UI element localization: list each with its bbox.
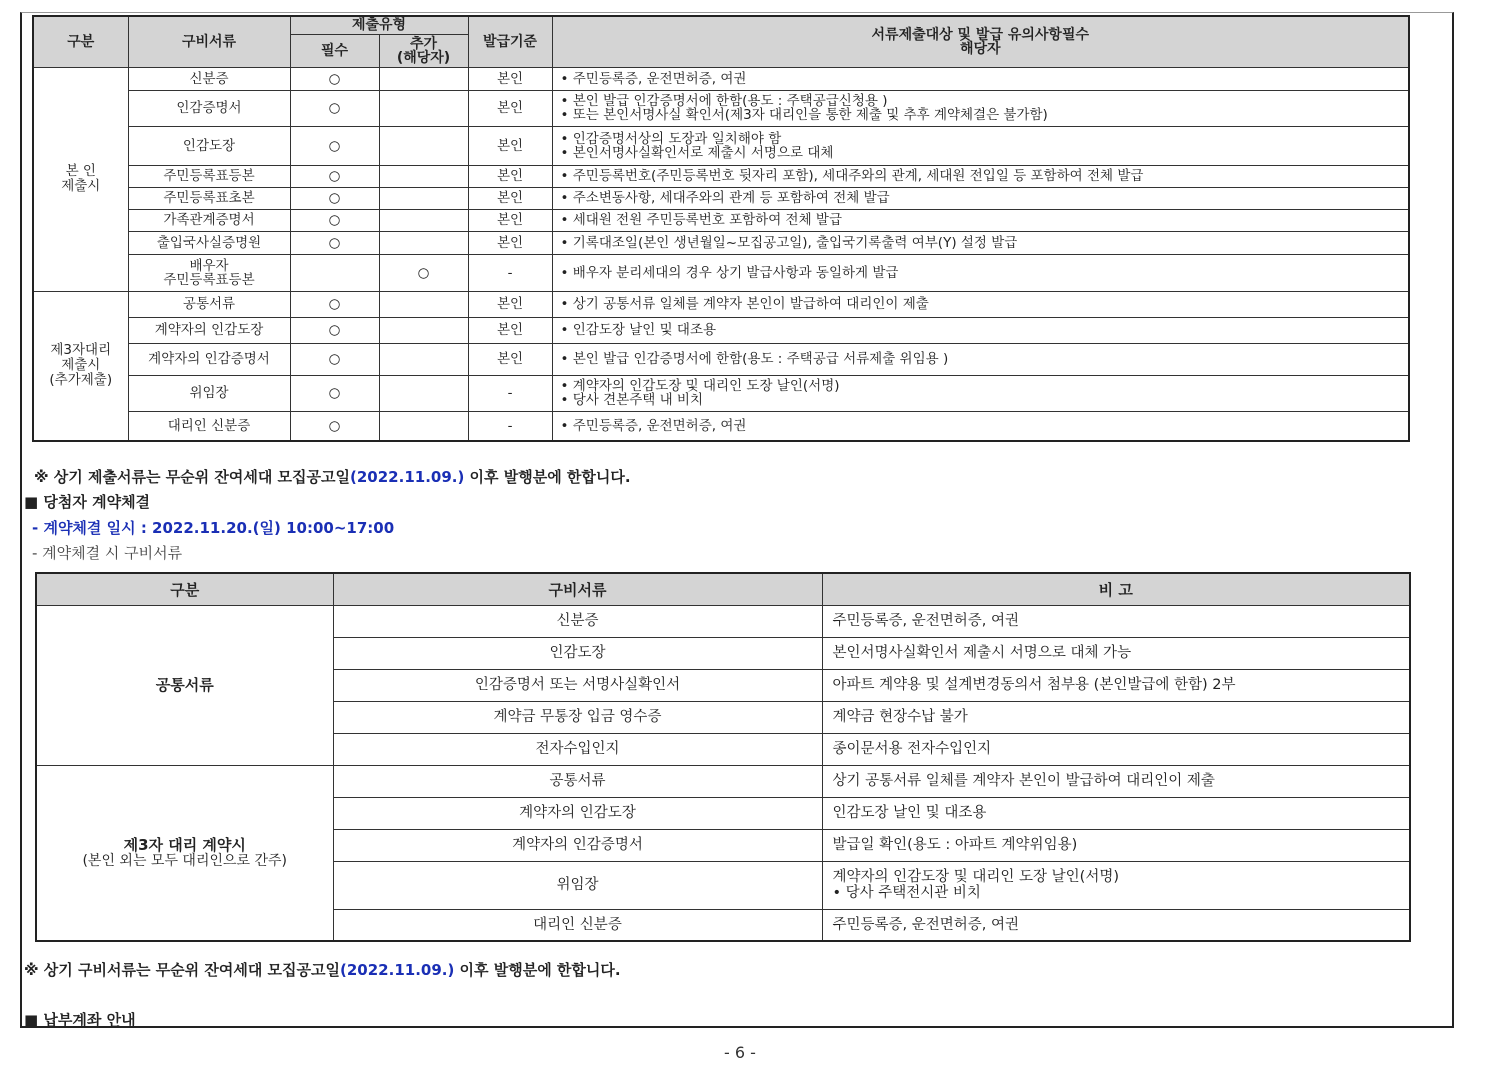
header-category: 구분 xyxy=(33,16,128,67)
issue-basis: 본인 xyxy=(468,291,552,317)
doc-cell: 인감증명서 또는 서명사실확인서 xyxy=(333,669,822,701)
remark-cell: 주민등록증, 운전면허증, 여권 xyxy=(822,909,1410,941)
table-row xyxy=(33,343,1409,375)
remark-cell: 상기 공통서류 일체를 계약자 본인이 발급하여 대리인이 제출 xyxy=(822,765,1410,797)
additional-mark xyxy=(379,209,468,231)
additional-mark xyxy=(379,317,468,343)
table-row xyxy=(33,291,1409,317)
table-row xyxy=(33,317,1409,343)
group-self-submission: 본 인 제출시 xyxy=(33,67,128,291)
remark-cell: 발급일 확인(용도 : 아파트 계약위임용) xyxy=(822,829,1410,861)
issue-basis: - xyxy=(468,375,552,411)
required-mark: ○ xyxy=(290,231,379,254)
header-remarks: 비 고 xyxy=(822,573,1410,605)
table-row xyxy=(33,90,1409,126)
contract-datetime: - 계약체결 일시 : 2022.11.20.(일) 10:00~17:00 xyxy=(32,519,395,537)
remark-cell: 계약자의 인감도장 및 대리인 도장 날인(서명) • 당사 주택전시관 비치 xyxy=(822,861,1410,909)
section-contract-heading: ■ 당첨자 계약체결 xyxy=(24,493,151,511)
table-row xyxy=(33,231,1409,254)
table-row xyxy=(36,605,1410,637)
issue-basis: 본인 xyxy=(468,126,552,165)
required-documents-table xyxy=(32,15,1410,442)
header-documents: 구비서류 xyxy=(333,573,822,605)
required-mark: ○ xyxy=(290,317,379,343)
issue-basis: 본인 xyxy=(468,90,552,126)
issue-basis: 본인 xyxy=(468,343,552,375)
remark-cell: 본인서명사실확인서 제출시 서명으로 대체 가능 xyxy=(822,637,1410,669)
table-row xyxy=(33,411,1409,441)
additional-mark xyxy=(379,67,468,90)
header-required: 필수 xyxy=(290,34,379,67)
notes-cell: • 인감도장 날인 및 대조용 xyxy=(552,317,1409,343)
doc-cell: 신분증 xyxy=(333,605,822,637)
required-mark: ○ xyxy=(290,411,379,441)
doc-cell: 인감도장 xyxy=(128,126,290,165)
doc-cell: 대리인 신분증 xyxy=(333,909,822,941)
notes-cell: • 배우자 분리세대의 경우 상기 발급사항과 동일하게 발급 xyxy=(552,254,1409,291)
table-row xyxy=(33,375,1409,411)
issue-basis: 본인 xyxy=(468,67,552,90)
doc-cell: 계약금 무통장 입금 영수증 xyxy=(333,701,822,733)
additional-mark xyxy=(379,231,468,254)
notes-cell: • 주민등록증, 운전면허증, 여권 xyxy=(552,67,1409,90)
notes-cell: • 기록대조일(본인 생년월일~모집공고일), 출입국기록출력 여부(Y) 설정 발급 xyxy=(552,231,1409,254)
required-mark: ○ xyxy=(290,187,379,209)
header-submit-type: 제출유형 xyxy=(290,16,468,34)
issue-basis: 본인 xyxy=(468,187,552,209)
required-mark: ○ xyxy=(290,375,379,411)
notes-cell: • 본인 발급 인감증명서에 한함(용도 : 주택공급 서류제출 위임용 ) xyxy=(552,343,1409,375)
header-documents: 구비서류 xyxy=(128,16,290,67)
table-row xyxy=(33,67,1409,90)
required-mark: ○ xyxy=(290,165,379,187)
doc-cell: 주민등록표등본 xyxy=(128,165,290,187)
doc-cell: 위임장 xyxy=(333,861,822,909)
note-submission-docs: ※ 상기 제출서류는 무순위 잔여세대 모집공고일(2022.11.09.) 이후 발행분에 한합니다. xyxy=(34,468,631,486)
doc-cell: 배우자 주민등록표등본 xyxy=(128,254,290,291)
required-mark: ○ xyxy=(290,67,379,90)
doc-cell: 계약자의 인감도장 xyxy=(128,317,290,343)
issue-basis: 본인 xyxy=(468,165,552,187)
section-account-heading: ■ 납부계좌 안내 xyxy=(24,1011,136,1029)
additional-mark xyxy=(379,165,468,187)
doc-cell: 전자수입인지 xyxy=(333,733,822,765)
additional-mark xyxy=(379,90,468,126)
additional-mark xyxy=(379,375,468,411)
additional-mark xyxy=(379,411,468,441)
required-mark: ○ xyxy=(290,90,379,126)
contract-documents-table xyxy=(35,572,1411,942)
header-notes: 서류제출대상 및 발급 유의사항필수 해당자 xyxy=(552,16,1409,67)
notes-cell: • 계약자의 인감도장 및 대리인 도장 날인(서명) • 당사 견본주택 내 비치 xyxy=(552,375,1409,411)
issue-basis: - xyxy=(468,254,552,291)
additional-mark xyxy=(379,187,468,209)
doc-cell: 공통서류 xyxy=(333,765,822,797)
notes-cell: • 주민등록증, 운전면허증, 여권 xyxy=(552,411,1409,441)
remark-cell: 인감도장 날인 및 대조용 xyxy=(822,797,1410,829)
notes-cell: • 본인 발급 인감증명서에 한함(용도 : 주택공급신청용 ) • 또는 본인서명사실 확인서(제3자 대리인을 통한 제출 및 추후 계약체결은 불가함) xyxy=(552,90,1409,126)
doc-cell: 신분증 xyxy=(128,67,290,90)
header-additional: 추가 (해당자) xyxy=(379,34,468,67)
table-row xyxy=(33,254,1409,291)
doc-cell: 인감도장 xyxy=(333,637,822,669)
remark-cell: 종이문서용 전자수입인지 xyxy=(822,733,1410,765)
additional-mark xyxy=(379,291,468,317)
required-mark: ○ xyxy=(290,126,379,165)
group-proxy-submission: 제3자대리 제출시 (추가제출) xyxy=(33,291,128,441)
required-mark: ○ xyxy=(290,209,379,231)
doc-cell: 출입국사실증명원 xyxy=(128,231,290,254)
issue-basis: 본인 xyxy=(468,317,552,343)
doc-cell: 대리인 신분증 xyxy=(128,411,290,441)
additional-mark xyxy=(379,343,468,375)
notes-cell: • 주소변동사항, 세대주와의 관계 등 포함하여 전체 발급 xyxy=(552,187,1409,209)
page-number: - 6 - xyxy=(724,1043,756,1062)
doc-cell: 공통서류 xyxy=(128,291,290,317)
required-mark xyxy=(290,254,379,291)
table-row xyxy=(33,165,1409,187)
notes-cell: • 세대원 전원 주민등록번호 포함하여 전체 발급 xyxy=(552,209,1409,231)
doc-cell: 계약자의 인감증명서 xyxy=(128,343,290,375)
table-row xyxy=(33,187,1409,209)
remark-cell: 주민등록증, 운전면허증, 여권 xyxy=(822,605,1410,637)
required-mark: ○ xyxy=(290,343,379,375)
additional-mark: ○ xyxy=(379,254,468,291)
doc-cell: 위임장 xyxy=(128,375,290,411)
table-row xyxy=(33,209,1409,231)
notes-cell: • 상기 공통서류 일체를 계약자 본인이 발급하여 대리인이 제출 xyxy=(552,291,1409,317)
remark-cell: 아파트 계약용 및 설계변경동의서 첨부용 (본인발급에 한함) 2부 xyxy=(822,669,1410,701)
header-category: 구분 xyxy=(36,573,333,605)
table-row xyxy=(33,126,1409,165)
notes-cell: • 인감증명서상의 도장과 일치해야 함 • 본인서명사실확인서로 제출시 서명으로 대체 xyxy=(552,126,1409,165)
group-common-docs: 공통서류 xyxy=(36,605,333,765)
doc-cell: 계약자의 인감증명서 xyxy=(333,829,822,861)
table-row xyxy=(36,765,1410,797)
notes-cell: • 주민등록번호(주민등록번호 뒷자리 포함), 세대주와의 관계, 세대원 전입일 등 포함하여 전체 발급 xyxy=(552,165,1409,187)
doc-cell: 주민등록표초본 xyxy=(128,187,290,209)
additional-mark xyxy=(379,126,468,165)
group-proxy-contract: 제3자 대리 계약시 (본인 외는 모두 대리인으로 간주) xyxy=(36,765,333,941)
issue-basis: 본인 xyxy=(468,209,552,231)
doc-cell: 가족관계증명서 xyxy=(128,209,290,231)
note-contract-docs: ※ 상기 구비서류는 무순위 잔여세대 모집공고일(2022.11.09.) 이후 발행분에 한합니다. xyxy=(24,961,621,979)
issue-basis: - xyxy=(468,411,552,441)
contract-docs-label: - 계약체결 시 구비서류 xyxy=(32,544,183,562)
issue-basis: 본인 xyxy=(468,231,552,254)
remark-cell: 계약금 현장수납 불가 xyxy=(822,701,1410,733)
header-issue-basis: 발급기준 xyxy=(468,16,552,67)
doc-cell: 계약자의 인감도장 xyxy=(333,797,822,829)
required-mark: ○ xyxy=(290,291,379,317)
doc-cell: 인감증명서 xyxy=(128,90,290,126)
